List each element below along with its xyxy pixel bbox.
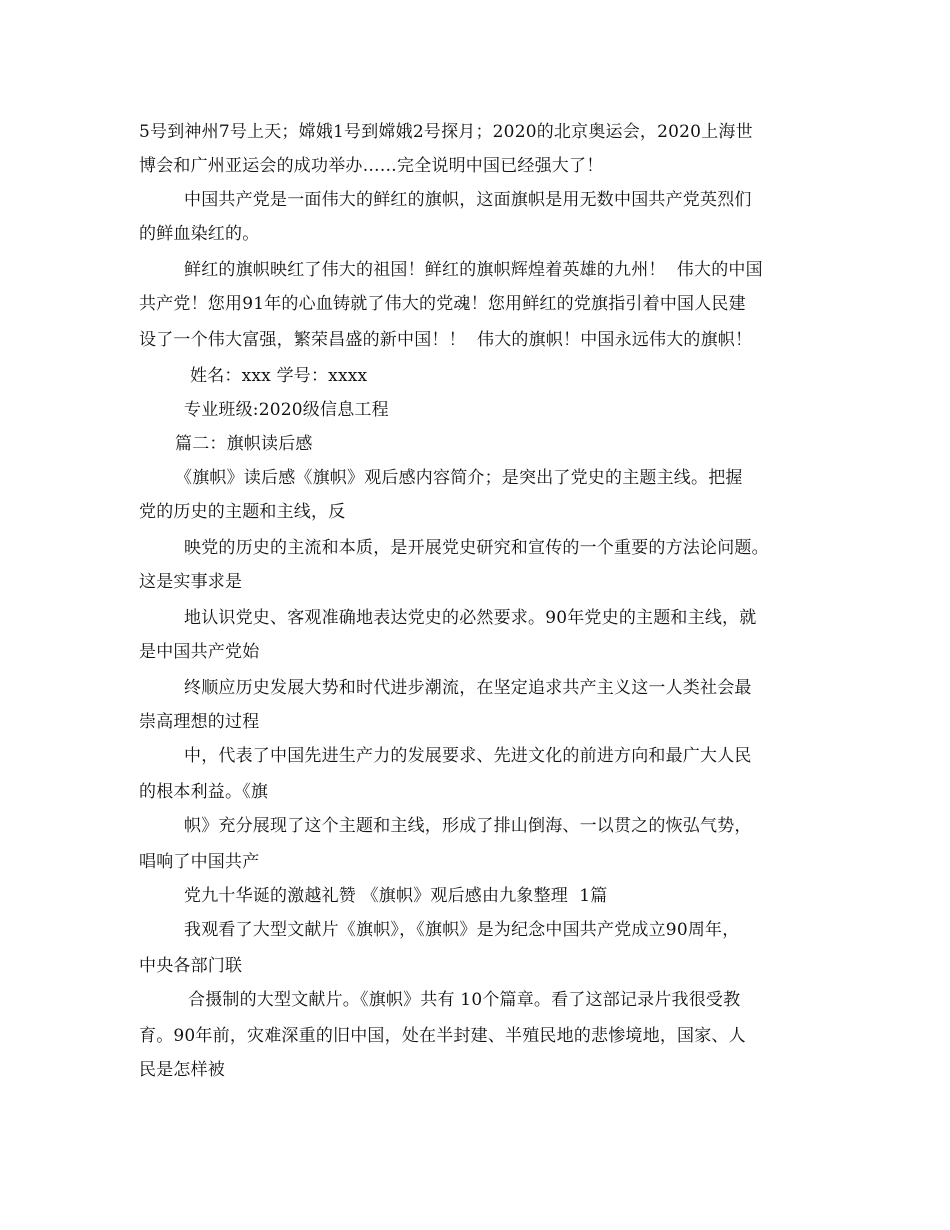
text-line: 党九十华诞的激越礼赞 《旗帜》观后感由九象整理 1篇 (184, 886, 608, 906)
text-line: 终顺应历史发展大势和时代进步潮流，在坚定追求共产主义这一人类社会最 (184, 678, 752, 698)
text-line: 鲜红的旗帜映红了伟大的祖国！鲜红的旗帜辉煌着英雄的九州！ 伟大的中国 (184, 260, 763, 280)
text-line: 中央各部门联 (139, 956, 243, 976)
section-heading: 篇二：旗帜读后感 (175, 434, 313, 454)
text-line: 5号到神州7号上天；嫦娥1号到嫦娥2号探月；2020的北京奥运会，2020上海世 (139, 122, 753, 142)
text-line: 帜》充分展现了这个主题和主线，形成了排山倒海、一以贯之的恢弘气势， (184, 816, 752, 836)
text-line: 崇高理想的过程 (139, 712, 260, 732)
text-line: 育。90年前，灾难深重的旧中国，处在半封建、半殖民地的悲惨境地，国家、人 (139, 1026, 746, 1046)
text-line: 民是怎样被 (139, 1060, 225, 1080)
text-line: 共产党！您用91年的心血铸就了伟大的党魂！您用鲜红的党旗指引着中国人民建 (139, 294, 746, 314)
text-line: 地认识党史、客观准确地表达党史的必然要求。90年党史的主题和主线，就 (184, 608, 757, 628)
text-line: 这是实事求是 (139, 572, 243, 592)
text-line: 是中国共产党始 (139, 642, 260, 662)
text-line: 中国共产党是一面伟大的鲜红的旗帜，这面旗帜是用无数中国共产党英烈们 (184, 190, 752, 210)
student-info-line: 姓名：xxx 学号：xxxx (190, 366, 368, 386)
text-line: 的鲜血染红的。 (139, 224, 260, 244)
text-line: 博会和广州亚运会的成功举办……完全说明中国已经强大了！ (139, 156, 604, 176)
class-info-line: 专业班级:2020级信息工程 (184, 400, 389, 420)
text-line: 党的历史的主题和主线，反 (139, 502, 346, 522)
text-line: 《旗帜》读后感《旗帜》观后感内容简介；是突出了党史的主题主线。把握 (175, 468, 743, 488)
text-line: 设了一个伟大富强，繁荣昌盛的新中国！！ 伟大的旗帜！中国永远伟大的旗帜！ (139, 330, 753, 350)
text-line: 映党的历史的主流和本质，是开展党史研究和宣传的一个重要的方法论问题。 (184, 538, 769, 558)
text-line: 合摄制的大型文献片。《旗帜》共有 10个篇章。看了这部记录片我很受教 (188, 990, 741, 1010)
text-line: 唱响了中国共产 (139, 852, 260, 872)
text-line: 中，代表了中国先进生产力的发展要求、先进文化的前进方向和最广大人民 (184, 746, 752, 766)
text-line: 我观看了大型文献片《旗帜》，《旗帜》是为纪念中国共产党成立90周年， (184, 920, 740, 940)
text-line: 的根本利益。《旗 (139, 782, 269, 802)
